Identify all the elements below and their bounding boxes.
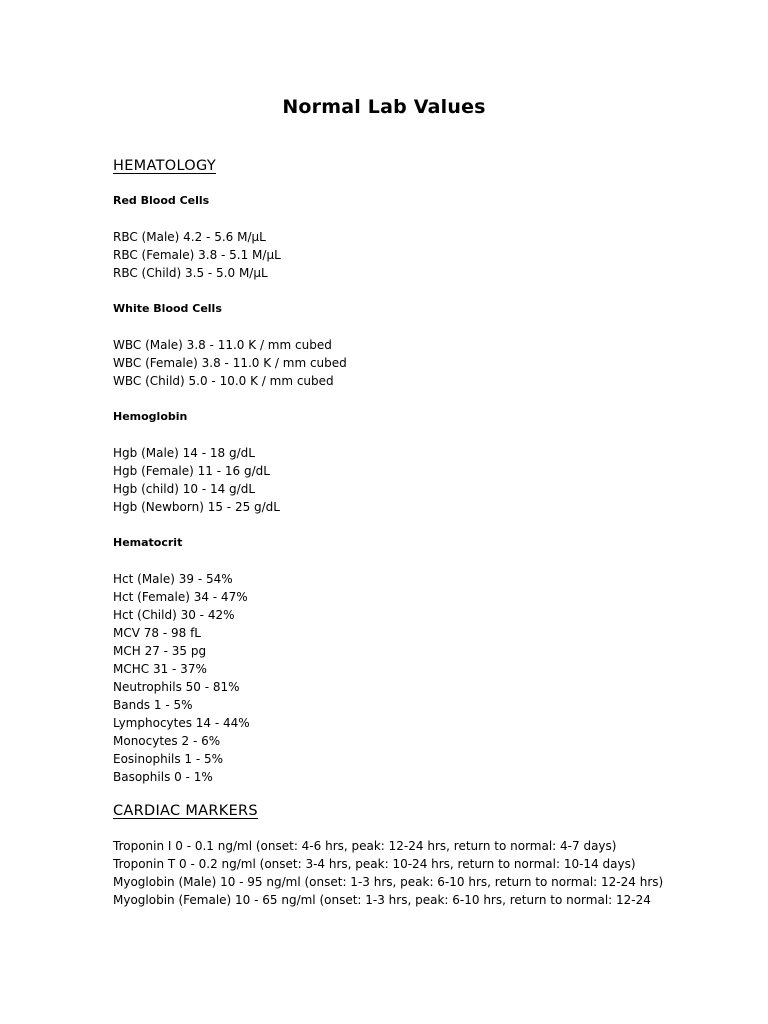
lab-value-line: Hgb (child) 10 - 14 g/dL xyxy=(113,482,256,496)
subheading: Hemoglobin xyxy=(113,410,188,423)
subheading: White Blood Cells xyxy=(113,302,222,315)
lab-value-line: WBC (Female) 3.8 - 11.0 K / mm cubed xyxy=(113,356,347,370)
lab-value-line: WBC (Male) 3.8 - 11.0 K / mm cubed xyxy=(113,338,332,352)
lab-value-line: Troponin T 0 - 0.2 ng/ml (onset: 3-4 hrs, peak: 10-24 hrs, return to normal: 10-14 days) xyxy=(113,857,636,871)
document-title: Normal Lab Values xyxy=(282,96,486,118)
lab-value-line: Hct (Female) 34 - 47% xyxy=(113,590,248,604)
lab-value-line: Hgb (Male) 14 - 18 g/dL xyxy=(113,446,255,460)
lab-value-line: Troponin I 0 - 0.1 ng/ml (onset: 4-6 hrs, peak: 12-24 hrs, return to normal: 4-7 days) xyxy=(113,839,617,853)
lab-value-line: Myoglobin (Female) 10 - 65 ng/ml (onset: 1-3 hrs, peak: 6-10 hrs, return to normal: 12-24 xyxy=(113,893,651,907)
lab-value-line: RBC (Male) 4.2 - 5.6 M/μL xyxy=(113,230,266,244)
lab-value-line: Eosinophils 1 - 5% xyxy=(113,752,224,766)
section-cardiac-markers xyxy=(113,800,753,909)
lab-value-line: Basophils 0 - 1% xyxy=(113,770,213,784)
subheading: Red Blood Cells xyxy=(113,194,210,207)
lab-value-line: Hgb (Newborn) 15 - 25 g/dL xyxy=(113,500,280,514)
lab-value-line: RBC (Child) 3.5 - 5.0 M/μL xyxy=(113,266,268,280)
lab-value-line: WBC (Child) 5.0 - 10.0 K / mm cubed xyxy=(113,374,334,388)
lab-value-line: Monocytes 2 - 6% xyxy=(113,734,221,748)
lab-value-line: Neutrophils 50 - 81% xyxy=(113,680,240,694)
document-content xyxy=(113,155,753,927)
lab-value-line: Hgb (Female) 11 - 16 g/dL xyxy=(113,464,270,478)
lab-value-line: Myoglobin (Male) 10 - 95 ng/ml (onset: 1-3 hrs, peak: 6-10 hrs, return to normal: 12-24 hrs) xyxy=(113,875,664,889)
lab-value-line: Lymphocytes 14 - 44% xyxy=(113,716,250,730)
section-heading: HEMATOLOGY xyxy=(113,158,216,174)
section-hematology xyxy=(113,155,753,786)
group-white-blood-cells xyxy=(113,300,753,390)
group-hematocrit xyxy=(113,534,753,786)
section-heading: CARDIAC MARKERS xyxy=(113,803,258,819)
group-cardiac-markers xyxy=(113,837,753,909)
lab-value-line: RBC (Female) 3.8 - 5.1 M/μL xyxy=(113,248,281,262)
lab-value-line: Bands 1 - 5% xyxy=(113,698,193,712)
lab-value-line: Hct (Male) 39 - 54% xyxy=(113,572,233,586)
lab-value-line: Hct (Child) 30 - 42% xyxy=(113,608,235,622)
subheading: Hematocrit xyxy=(113,536,183,549)
lab-value-line: MCH 27 - 35 pg xyxy=(113,644,207,658)
lab-value-line: MCHC 31 - 37% xyxy=(113,662,207,676)
lab-value-line: MCV 78 - 98 fL xyxy=(113,626,201,640)
group-hemoglobin xyxy=(113,408,753,516)
group-red-blood-cells xyxy=(113,192,753,282)
